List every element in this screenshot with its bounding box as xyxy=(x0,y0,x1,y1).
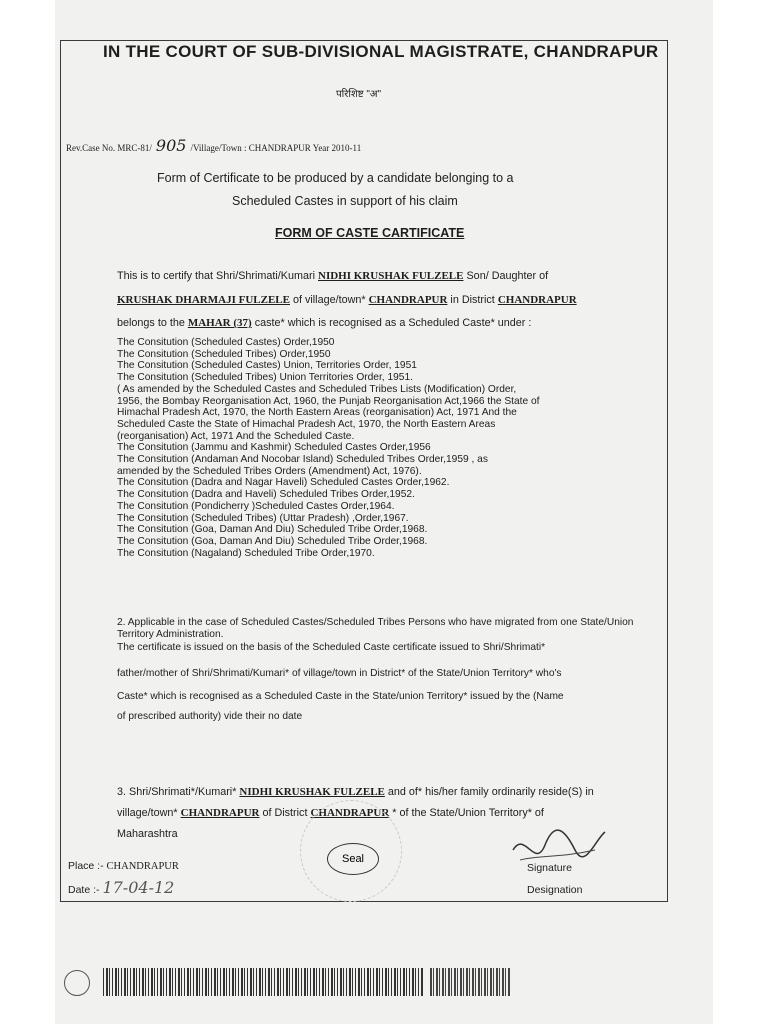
para3-prefix: 3. Shri/Shrimati*/Kumari* xyxy=(117,786,237,798)
order-item: The Consitution (Scheduled Tribes) (Uttar Pradesh) ,Order,1967. xyxy=(117,512,409,524)
caste-recognition-text: caste* which is recognised as a Scheduled Caste* under : xyxy=(254,317,532,329)
place-value: CHANDRAPUR xyxy=(106,861,179,872)
certify-line1 xyxy=(117,270,548,282)
case-suffix: /Village/Town : CHANDRAPUR Year 2010-11 xyxy=(190,143,362,153)
order-item: 1956, the Bombay Reorganisation Act, 1960, the Punjab Reorganisation Act,1966 the State of xyxy=(117,395,540,407)
barcode-tail xyxy=(430,968,510,996)
place-line xyxy=(68,860,179,872)
order-item: The Consitution (Scheduled Castes) Union, Territories Order, 1951 xyxy=(117,360,417,372)
para3-village-label: village/town* xyxy=(117,807,178,819)
emblem-icon xyxy=(64,970,90,996)
case-prefix: Rev.Case No. MRC-81/ xyxy=(66,143,152,153)
order-item: The Consitution (Nagaland) Scheduled Tribe Order,1970. xyxy=(117,547,375,559)
para3-state-label: * of the State/Union Territory* of xyxy=(392,807,544,819)
signature-label: Signature xyxy=(527,862,572,874)
annexure-label: परिशिष्ट "अ" xyxy=(336,89,382,100)
order-item: The Consitution (Pondicherry )Scheduled Castes Order,1964. xyxy=(117,500,395,512)
order-item: The Consitution (Scheduled Tribes) Order,1950 xyxy=(117,348,331,360)
designation-label: Designation xyxy=(527,884,583,896)
form-title: FORM OF CASTE CARTIFICATE xyxy=(275,226,465,240)
para2-line2: father/mother of Shri/Shrimati/Kumari* of village/town in District* of the State/Union Territory* who's xyxy=(117,668,562,679)
father-name: KRUSHAK DHARMAJI FULZELE xyxy=(117,294,290,306)
certify-text: This is to certify that Shri/Shrimati/Kumari xyxy=(117,270,315,282)
relation-text: Son/ Daughter of xyxy=(466,270,549,282)
village-label: of village/town* xyxy=(292,294,366,306)
order-item: The Consitution (Scheduled Castes) Order,1950 xyxy=(117,337,335,348)
order-item: amended by the Scheduled Tribes Orders (Amendment) Act, 1976). xyxy=(117,465,422,477)
para2-line4: of prescribed authority) vide their no date xyxy=(117,711,303,722)
place-label: Place :- xyxy=(68,860,104,872)
district-label: in District xyxy=(450,294,495,306)
barcode xyxy=(103,968,423,996)
case-number-handwritten: 905 xyxy=(155,136,187,155)
date-line xyxy=(68,878,174,897)
para3-district-label: of District xyxy=(262,807,308,819)
form-heading-line1: Form of Certificate to be produced by a candidate belonging to a xyxy=(157,171,514,185)
case-number-line xyxy=(66,136,361,155)
para3-state: Maharashtra xyxy=(117,828,178,840)
order-item: The Consitution (Goa, Daman And Diu) Scheduled Tribe Order,1968. xyxy=(117,535,428,547)
para3-village: CHANDRAPUR xyxy=(180,807,260,819)
court-heading: IN THE COURT OF SUB-DIVISIONAL MAGISTRATE, CHANDRAPUR xyxy=(103,42,659,61)
date-handwritten: 17-04-12 xyxy=(102,878,175,897)
order-item: Himachal Pradesh Act, 1970, the North Eastern Areas (reorganisation) Act, 1971 And the xyxy=(117,407,517,419)
order-item: (reorganisation) Act, 1971 And the Scheduled Caste. xyxy=(117,430,355,442)
constitution-orders-list xyxy=(117,337,657,559)
para2-issued: The certificate is issued on the basis of the Scheduled Caste certificate issued to Shri/Shrimati* xyxy=(117,642,546,653)
order-item: ( As amended by the Scheduled Castes and Scheduled Tribes Lists (Modification) Order, xyxy=(117,383,517,395)
district-value: CHANDRAPUR xyxy=(497,294,577,306)
caste-value: MAHAR (37) xyxy=(187,317,252,329)
seal-stamp: Seal xyxy=(327,843,379,875)
para2-line3: Caste* which is recognised as a Scheduled Caste in the State/union Territory* issued by the (Name xyxy=(117,691,564,702)
para3-line1 xyxy=(117,786,594,798)
form-heading-line2: Scheduled Castes in support of his claim xyxy=(232,194,458,208)
para3-district: CHANDRAPUR xyxy=(310,807,390,819)
order-item: The Consitution (Dadra and Nagar Haveli) Scheduled Castes Order,1962. xyxy=(117,477,450,489)
order-item: The Consitution (Goa, Daman And Diu) Scheduled Tribe Order,1968. xyxy=(117,524,428,536)
date-label: Date :- xyxy=(68,884,100,896)
certify-line2 xyxy=(117,294,577,306)
village-value: CHANDRAPUR xyxy=(368,294,448,306)
para2-applicable: 2. Applicable in the case of Scheduled Castes/Scheduled Tribes Persons who have migrated from one State/Union Territory Administration. xyxy=(117,617,634,641)
order-item: The Consitution (Jammu and Kashmir) Scheduled Castes Order,1956 xyxy=(117,442,431,454)
para3-reside-text: and of* his/her family ordinarily reside(S) in xyxy=(387,786,594,798)
order-item: The Consitution (Scheduled Tribes) Union Territories Order, 1951. xyxy=(117,372,413,384)
order-item: Scheduled Caste the State of Himachal Pradesh Act, 1970, the North Eastern Areas xyxy=(117,418,496,430)
certify-line3 xyxy=(117,317,531,329)
order-item: The Consitution (Andaman And Nocobar Island) Scheduled Tribes Order,1959 , as xyxy=(117,454,488,466)
order-item: The Consitution (Dadra and Haveli) Scheduled Tribes Order,1952. xyxy=(117,489,415,501)
caste-label: belongs to the xyxy=(117,317,185,329)
para3-name: NIDHI KRUSHAK FULZELE xyxy=(239,786,385,798)
candidate-name: NIDHI KRUSHAK FULZELE xyxy=(318,270,464,282)
